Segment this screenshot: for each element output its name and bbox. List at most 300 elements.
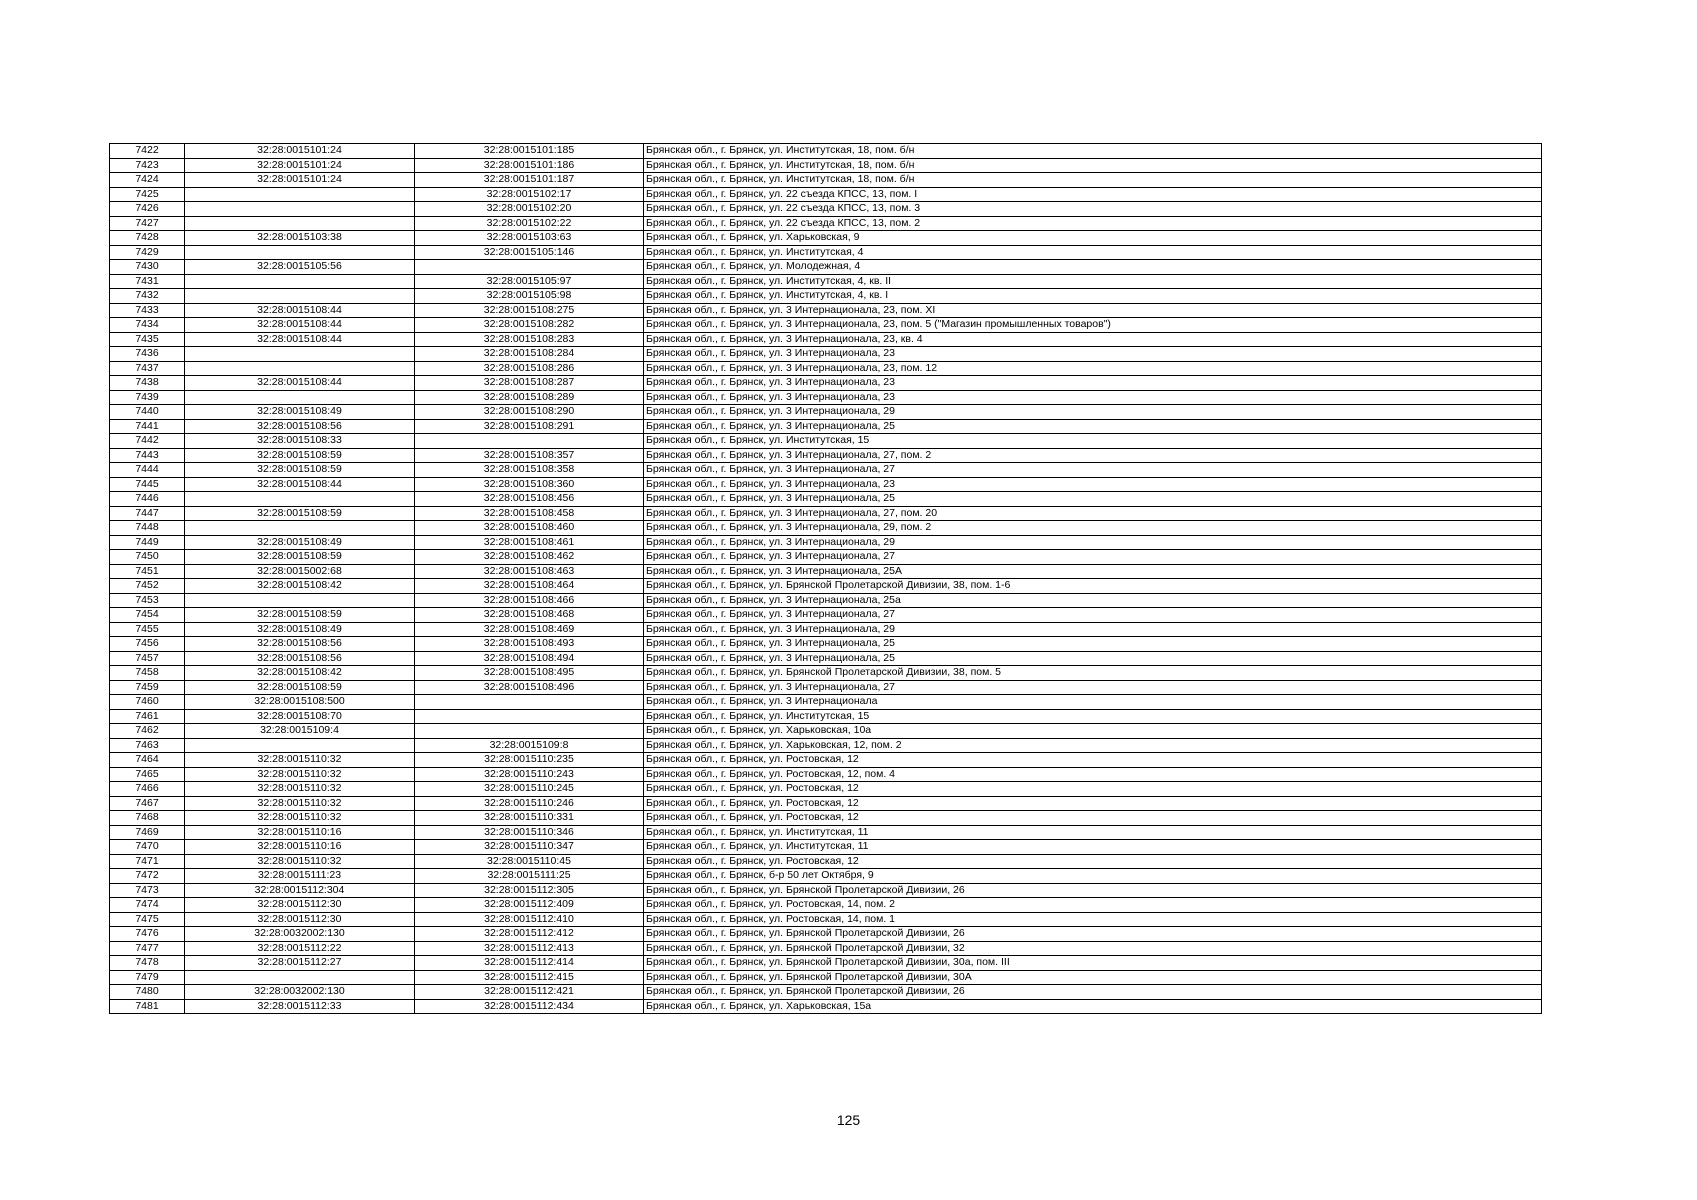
table-row [110,274,1542,289]
table-row [110,840,1542,855]
table-row [110,579,1542,594]
row-number-cell: 7434 [110,318,185,333]
parent-cadastral-number-cell: 32:28:0015112:27 [185,956,415,971]
cadastral-number-cell: 32:28:0015108:283 [415,332,644,347]
address-cell: Брянская обл., г. Брянск, ул. 3 Интернационала, 27, пом. 20 [644,506,1542,521]
address-cell: Брянская обл., г. Брянск, ул. Ростовская, 12 [644,782,1542,797]
cadastral-number-cell: 32:28:0015108:289 [415,390,644,405]
cadastral-number-cell: 32:28:0015108:456 [415,492,644,507]
table-row [110,738,1542,753]
table-row [110,709,1542,724]
parent-cadastral-number-cell: 32:28:0015002:68 [185,564,415,579]
address-cell: Брянская обл., г. Брянск, ул. 3 Интернационала, 27 [644,680,1542,695]
parent-cadastral-number-cell [185,347,415,362]
address-cell: Брянская обл., г. Брянск, ул. 3 Интернационала, 23 [644,347,1542,362]
parent-cadastral-number-cell: 32:28:0015108:44 [185,477,415,492]
address-cell: Брянская обл., г. Брянск, ул. 3 Интернационала, 23, пом. 5 ("Магазин промышленных товаров") [644,318,1542,333]
parent-cadastral-number-cell: 32:28:0015105:56 [185,260,415,275]
parent-cadastral-number-cell [185,390,415,405]
row-number-cell: 7456 [110,637,185,652]
address-cell: Брянская обл., г. Брянск, ул. Ростовская, 14, пом. 2 [644,898,1542,913]
row-number-cell: 7453 [110,593,185,608]
parent-cadastral-number-cell: 32:28:0015110:32 [185,753,415,768]
row-number-cell: 7437 [110,361,185,376]
table-row [110,956,1542,971]
row-number-cell: 7473 [110,883,185,898]
address-cell: Брянская обл., г. Брянск, ул. 3 Интернационала, 27 [644,608,1542,623]
row-number-cell: 7444 [110,463,185,478]
parent-cadastral-number-cell: 32:28:0015112:304 [185,883,415,898]
cadastral-number-cell [415,724,644,739]
cadastral-number-cell: 32:28:0015112:412 [415,927,644,942]
address-cell: Брянская обл., г. Брянск, б-р 50 лет Октября, 9 [644,869,1542,884]
address-cell: Брянская обл., г. Брянск, ул. 3 Интернационала, 25 [644,492,1542,507]
parent-cadastral-number-cell: 32:28:0015108:44 [185,332,415,347]
row-number-cell: 7468 [110,811,185,826]
table-row [110,376,1542,391]
cadastral-number-cell: 32:28:0015108:287 [415,376,644,391]
address-cell: Брянская обл., г. Брянск, ул. 3 Интернационала, 25А [644,564,1542,579]
row-number-cell: 7440 [110,405,185,420]
cadastral-number-cell: 32:28:0015102:20 [415,202,644,217]
cadastral-number-cell: 32:28:0015109:8 [415,738,644,753]
parent-cadastral-number-cell: 32:28:0015108:44 [185,318,415,333]
row-number-cell: 7462 [110,724,185,739]
cadastral-number-cell: 32:28:0015112:421 [415,985,644,1000]
table-row [110,811,1542,826]
row-number-cell: 7422 [110,144,185,159]
cadastral-number-cell: 32:28:0015108:466 [415,593,644,608]
row-number-cell: 7451 [110,564,185,579]
address-cell: Брянская обл., г. Брянск, ул. 3 Интернационала, 27 [644,463,1542,478]
table-row [110,463,1542,478]
row-number-cell: 7429 [110,245,185,260]
address-cell: Брянская обл., г. Брянск, ул. Институтская, 4, кв. I [644,289,1542,304]
row-number-cell: 7458 [110,666,185,681]
cadastral-number-cell [415,695,644,710]
table-row [110,970,1542,985]
address-cell: Брянская обл., г. Брянск, ул. 3 Интернационала, 25 [644,637,1542,652]
table-row [110,883,1542,898]
table-row [110,985,1542,1000]
cadastral-number-cell: 32:28:0015108:464 [415,579,644,594]
cadastral-number-cell: 32:28:0015110:45 [415,854,644,869]
parent-cadastral-number-cell: 32:28:0032002:130 [185,927,415,942]
cadastral-number-cell [415,434,644,449]
address-cell: Брянская обл., г. Брянск, ул. 3 Интернационала, 23, кв. 4 [644,332,1542,347]
row-number-cell: 7425 [110,187,185,202]
table-row [110,506,1542,521]
address-cell: Брянская обл., г. Брянск, ул. Харьковская, 15а [644,999,1542,1014]
cadastral-number-cell: 32:28:0015112:415 [415,970,644,985]
row-number-cell: 7450 [110,550,185,565]
address-cell: Брянская обл., г. Брянск, ул. 3 Интернационала, 29 [644,405,1542,420]
address-cell: Брянская обл., г. Брянск, ул. Брянской Пролетарской Дивизии, 26 [644,985,1542,1000]
table-row [110,318,1542,333]
cadastral-number-cell: 32:28:0015108:495 [415,666,644,681]
row-number-cell: 7433 [110,303,185,318]
row-number-cell: 7438 [110,376,185,391]
table-row [110,492,1542,507]
row-number-cell: 7439 [110,390,185,405]
cadastral-number-cell: 32:28:0015110:346 [415,825,644,840]
row-number-cell: 7431 [110,274,185,289]
cadastral-number-cell: 32:28:0015105:97 [415,274,644,289]
property-registry-table [109,143,1542,1014]
parent-cadastral-number-cell: 32:28:0015108:59 [185,463,415,478]
row-number-cell: 7428 [110,231,185,246]
cadastral-number-cell: 32:28:0015101:185 [415,144,644,159]
table-row [110,419,1542,434]
parent-cadastral-number-cell: 32:28:0015108:59 [185,550,415,565]
address-cell: Брянская обл., г. Брянск, ул. Брянской Пролетарской Дивизии, 26 [644,883,1542,898]
address-cell: Брянская обл., г. Брянск, ул. Институтская, 4 [644,245,1542,260]
table-row [110,361,1542,376]
address-cell: Брянская обл., г. Брянск, ул. Ростовская, 14, пом. 1 [644,912,1542,927]
address-cell: Брянская обл., г. Брянск, ул. Институтская, 18, пом. б/н [644,158,1542,173]
cadastral-number-cell: 32:28:0015101:186 [415,158,644,173]
row-number-cell: 7457 [110,651,185,666]
table-row [110,825,1542,840]
row-number-cell: 7464 [110,753,185,768]
table-row [110,999,1542,1014]
cadastral-number-cell: 32:28:0015108:469 [415,622,644,637]
row-number-cell: 7475 [110,912,185,927]
cadastral-number-cell: 32:28:0015110:246 [415,796,644,811]
table-row [110,622,1542,637]
row-number-cell: 7423 [110,158,185,173]
address-cell: Брянская обл., г. Брянск, ул. Институтская, 11 [644,840,1542,855]
cadastral-number-cell: 32:28:0015108:461 [415,535,644,550]
row-number-cell: 7424 [110,173,185,188]
parent-cadastral-number-cell [185,361,415,376]
cadastral-number-cell: 32:28:0015108:290 [415,405,644,420]
address-cell: Брянская обл., г. Брянск, ул. Брянской Пролетарской Дивизии, 30А [644,970,1542,985]
row-number-cell: 7480 [110,985,185,1000]
table-row [110,651,1542,666]
row-number-cell: 7472 [110,869,185,884]
cadastral-number-cell: 32:28:0015108:275 [415,303,644,318]
table-row [110,434,1542,449]
address-cell: Брянская обл., г. Брянск, ул. Харьковская, 10а [644,724,1542,739]
row-number-cell: 7454 [110,608,185,623]
table-row [110,680,1542,695]
row-number-cell: 7442 [110,434,185,449]
parent-cadastral-number-cell: 32:28:0015108:33 [185,434,415,449]
cadastral-number-cell: 32:28:0015110:243 [415,767,644,782]
table-row [110,564,1542,579]
parent-cadastral-number-cell: 32:28:0015112:30 [185,898,415,913]
row-number-cell: 7436 [110,347,185,362]
address-cell: Брянская обл., г. Брянск, ул. 3 Интернационала, 23 [644,376,1542,391]
table-row [110,550,1542,565]
address-cell: Брянская обл., г. Брянск, ул. Брянской Пролетарской Дивизии, 38, пом. 1-6 [644,579,1542,594]
row-number-cell: 7465 [110,767,185,782]
address-cell: Брянская обл., г. Брянск, ул. Институтская, 15 [644,434,1542,449]
row-number-cell: 7449 [110,535,185,550]
table-row [110,390,1542,405]
parent-cadastral-number-cell [185,216,415,231]
address-cell: Брянская обл., г. Брянск, ул. Брянской Пролетарской Дивизии, 26 [644,927,1542,942]
address-cell: Брянская обл., г. Брянск, ул. 22 съезда КПСС, 13, пом. 3 [644,202,1542,217]
table-row [110,521,1542,536]
cadastral-number-cell: 32:28:0015108:291 [415,419,644,434]
address-cell: Брянская обл., г. Брянск, ул. Брянской Пролетарской Дивизии, 30а, пом. III [644,956,1542,971]
row-number-cell: 7427 [110,216,185,231]
address-cell: Брянская обл., г. Брянск, ул. 3 Интернационала, 29 [644,622,1542,637]
parent-cadastral-number-cell: 32:28:0015108:49 [185,622,415,637]
address-cell: Брянская обл., г. Брянск, ул. 3 Интернационала [644,695,1542,710]
cadastral-number-cell: 32:28:0015108:496 [415,680,644,695]
parent-cadastral-number-cell [185,202,415,217]
table-row [110,941,1542,956]
registry-table-body [110,144,1542,1014]
row-number-cell: 7435 [110,332,185,347]
parent-cadastral-number-cell: 32:28:0015108:49 [185,535,415,550]
address-cell: Брянская обл., г. Брянск, ул. 3 Интернационала, 23, пом. 12 [644,361,1542,376]
address-cell: Брянская обл., г. Брянск, ул. Институтская, 15 [644,709,1542,724]
cadastral-number-cell: 32:28:0015112:305 [415,883,644,898]
address-cell: Брянская обл., г. Брянск, ул. 3 Интернационала, 25 [644,419,1542,434]
row-number-cell: 7478 [110,956,185,971]
parent-cadastral-number-cell [185,492,415,507]
cadastral-number-cell: 32:28:0015102:22 [415,216,644,231]
row-number-cell: 7463 [110,738,185,753]
table-row [110,332,1542,347]
address-cell: Брянская обл., г. Брянск, ул. 3 Интернационала, 29 [644,535,1542,550]
cadastral-number-cell: 32:28:0015108:284 [415,347,644,362]
row-number-cell: 7447 [110,506,185,521]
address-cell: Брянская обл., г. Брянск, ул. 3 Интернационала, 23 [644,477,1542,492]
parent-cadastral-number-cell [185,245,415,260]
address-cell: Брянская обл., г. Брянск, ул. Харьковская, 12, пом. 2 [644,738,1542,753]
parent-cadastral-number-cell: 32:28:0015108:59 [185,680,415,695]
table-row [110,535,1542,550]
cadastral-number-cell: 32:28:0015105:98 [415,289,644,304]
table-row [110,260,1542,275]
row-number-cell: 7459 [110,680,185,695]
address-cell: Брянская обл., г. Брянск, ул. Молодежная, 4 [644,260,1542,275]
row-number-cell: 7467 [110,796,185,811]
parent-cadastral-number-cell: 32:28:0015110:32 [185,782,415,797]
parent-cadastral-number-cell: 32:28:0015108:44 [185,376,415,391]
row-number-cell: 7471 [110,854,185,869]
cadastral-number-cell: 32:28:0015108:282 [415,318,644,333]
parent-cadastral-number-cell: 32:28:0015110:32 [185,854,415,869]
table-row [110,898,1542,913]
table-row [110,448,1542,463]
cadastral-number-cell: 32:28:0015108:463 [415,564,644,579]
parent-cadastral-number-cell [185,593,415,608]
address-cell: Брянская обл., г. Брянск, ул. Институтская, 18, пом. б/н [644,173,1542,188]
parent-cadastral-number-cell: 32:28:0015108:56 [185,419,415,434]
cadastral-number-cell: 32:28:0015112:410 [415,912,644,927]
address-cell: Брянская обл., г. Брянск, ул. Ростовская, 12, пом. 4 [644,767,1542,782]
parent-cadastral-number-cell: 32:28:0015101:24 [185,144,415,159]
cadastral-number-cell: 32:28:0015108:468 [415,608,644,623]
address-cell: Брянская обл., г. Брянск, ул. Институтская, 18, пом. б/н [644,144,1542,159]
row-number-cell: 7445 [110,477,185,492]
parent-cadastral-number-cell: 32:28:0015112:22 [185,941,415,956]
row-number-cell: 7476 [110,927,185,942]
parent-cadastral-number-cell [185,187,415,202]
cadastral-number-cell [415,709,644,724]
row-number-cell: 7455 [110,622,185,637]
table-row [110,173,1542,188]
table-row [110,666,1542,681]
row-number-cell: 7470 [110,840,185,855]
cadastral-number-cell: 32:28:0015108:357 [415,448,644,463]
address-cell: Брянская обл., г. Брянск, ул. Ростовская, 12 [644,854,1542,869]
address-cell: Брянская обл., г. Брянск, ул. Ростовская, 12 [644,811,1542,826]
parent-cadastral-number-cell: 32:28:0015110:32 [185,811,415,826]
parent-cadastral-number-cell: 32:28:0015103:38 [185,231,415,246]
cadastral-number-cell: 32:28:0015103:63 [415,231,644,246]
parent-cadastral-number-cell: 32:28:0015108:42 [185,579,415,594]
parent-cadastral-number-cell: 32:28:0015108:59 [185,608,415,623]
table-row [110,158,1542,173]
table-row [110,927,1542,942]
table-row [110,593,1542,608]
parent-cadastral-number-cell: 32:28:0015108:56 [185,651,415,666]
parent-cadastral-number-cell: 32:28:0015108:44 [185,303,415,318]
cadastral-number-cell: 32:28:0015112:409 [415,898,644,913]
row-number-cell: 7448 [110,521,185,536]
parent-cadastral-number-cell: 32:28:0015110:16 [185,825,415,840]
table-row [110,187,1542,202]
table-row [110,231,1542,246]
parent-cadastral-number-cell: 32:28:0015108:42 [185,666,415,681]
row-number-cell: 7477 [110,941,185,956]
cadastral-number-cell: 32:28:0015108:358 [415,463,644,478]
cadastral-number-cell [415,260,644,275]
parent-cadastral-number-cell [185,521,415,536]
parent-cadastral-number-cell: 32:28:0015110:32 [185,767,415,782]
cadastral-number-cell: 32:28:0015101:187 [415,173,644,188]
table-row [110,912,1542,927]
row-number-cell: 7460 [110,695,185,710]
table-row [110,216,1542,231]
cadastral-number-cell: 32:28:0015108:458 [415,506,644,521]
address-cell: Брянская обл., г. Брянск, ул. 3 Интернационала, 25 [644,651,1542,666]
row-number-cell: 7466 [110,782,185,797]
address-cell: Брянская обл., г. Брянск, ул. 3 Интернационала, 29, пом. 2 [644,521,1542,536]
row-number-cell: 7432 [110,289,185,304]
row-number-cell: 7430 [110,260,185,275]
address-cell: Брянская обл., г. Брянск, ул. Брянской Пролетарской Дивизии, 32 [644,941,1542,956]
table-row [110,724,1542,739]
table-row [110,753,1542,768]
table-row [110,608,1542,623]
table-row [110,202,1542,217]
cadastral-number-cell: 32:28:0015110:235 [415,753,644,768]
parent-cadastral-number-cell: 32:28:0015110:32 [185,796,415,811]
row-number-cell: 7452 [110,579,185,594]
parent-cadastral-number-cell: 32:28:0015111:23 [185,869,415,884]
address-cell: Брянская обл., г. Брянск, ул. Ростовская, 12 [644,753,1542,768]
table-row [110,477,1542,492]
parent-cadastral-number-cell: 32:28:0015101:24 [185,173,415,188]
table-row [110,637,1542,652]
parent-cadastral-number-cell: 32:28:0015112:33 [185,999,415,1014]
cadastral-number-cell: 32:28:0015108:360 [415,477,644,492]
table-row [110,289,1542,304]
cadastral-number-cell: 32:28:0015112:413 [415,941,644,956]
row-number-cell: 7426 [110,202,185,217]
table-row [110,782,1542,797]
row-number-cell: 7469 [110,825,185,840]
parent-cadastral-number-cell: 32:28:0015109:4 [185,724,415,739]
address-cell: Брянская обл., г. Брянск, ул. 3 Интернационала, 27, пом. 2 [644,448,1542,463]
parent-cadastral-number-cell [185,738,415,753]
cadastral-number-cell: 32:28:0015108:460 [415,521,644,536]
address-cell: Брянская обл., г. Брянск, ул. Брянской Пролетарской Дивизии, 38, пом. 5 [644,666,1542,681]
parent-cadastral-number-cell: 32:28:0032002:130 [185,985,415,1000]
table-row [110,869,1542,884]
table-row [110,245,1542,260]
address-cell: Брянская обл., г. Брянск, ул. 22 съезда КПСС, 13, пом. 2 [644,216,1542,231]
address-cell: Брянская обл., г. Брянск, ул. 3 Интернационала, 27 [644,550,1542,565]
table-row [110,854,1542,869]
address-cell: Брянская обл., г. Брянск, ул. Институтская, 11 [644,825,1542,840]
cadastral-number-cell: 32:28:0015108:286 [415,361,644,376]
cadastral-number-cell: 32:28:0015108:494 [415,651,644,666]
parent-cadastral-number-cell: 32:28:0015108:70 [185,709,415,724]
table-row [110,144,1542,159]
row-number-cell: 7461 [110,709,185,724]
address-cell: Брянская обл., г. Брянск, ул. 3 Интернационала, 23, пом. XI [644,303,1542,318]
cadastral-number-cell: 32:28:0015108:462 [415,550,644,565]
cadastral-number-cell: 32:28:0015110:347 [415,840,644,855]
row-number-cell: 7441 [110,419,185,434]
row-number-cell: 7443 [110,448,185,463]
cadastral-number-cell: 32:28:0015112:434 [415,999,644,1014]
cadastral-number-cell: 32:28:0015102:17 [415,187,644,202]
cadastral-number-cell: 32:28:0015110:245 [415,782,644,797]
parent-cadastral-number-cell: 32:28:0015110:16 [185,840,415,855]
address-cell: Брянская обл., г. Брянск, ул. Институтская, 4, кв. II [644,274,1542,289]
parent-cadastral-number-cell [185,274,415,289]
parent-cadastral-number-cell [185,289,415,304]
parent-cadastral-number-cell: 32:28:0015101:24 [185,158,415,173]
table-row [110,347,1542,362]
table-row [110,695,1542,710]
cadastral-number-cell: 32:28:0015110:331 [415,811,644,826]
row-number-cell: 7446 [110,492,185,507]
cadastral-number-cell: 32:28:0015108:493 [415,637,644,652]
parent-cadastral-number-cell: 32:28:0015108:500 [185,695,415,710]
row-number-cell: 7479 [110,970,185,985]
row-number-cell: 7474 [110,898,185,913]
cadastral-number-cell: 32:28:0015105:146 [415,245,644,260]
address-cell: Брянская обл., г. Брянск, ул. 22 съезда КПСС, 13, пом. I [644,187,1542,202]
address-cell: Брянская обл., г. Брянск, ул. 3 Интернационала, 23 [644,390,1542,405]
parent-cadastral-number-cell: 32:28:0015108:49 [185,405,415,420]
parent-cadastral-number-cell [185,970,415,985]
table-row [110,303,1542,318]
page-number: 125 [836,1112,861,1128]
table-row [110,405,1542,420]
address-cell: Брянская обл., г. Брянск, ул. Ростовская, 12 [644,796,1542,811]
parent-cadastral-number-cell: 32:28:0015108:56 [185,637,415,652]
row-number-cell: 7481 [110,999,185,1014]
cadastral-number-cell: 32:28:0015112:414 [415,956,644,971]
address-cell: Брянская обл., г. Брянск, ул. 3 Интернационала, 25а [644,593,1542,608]
table-row [110,767,1542,782]
address-cell: Брянская обл., г. Брянск, ул. Харьковская, 9 [644,231,1542,246]
parent-cadastral-number-cell: 32:28:0015108:59 [185,506,415,521]
cadastral-number-cell: 32:28:0015111:25 [415,869,644,884]
